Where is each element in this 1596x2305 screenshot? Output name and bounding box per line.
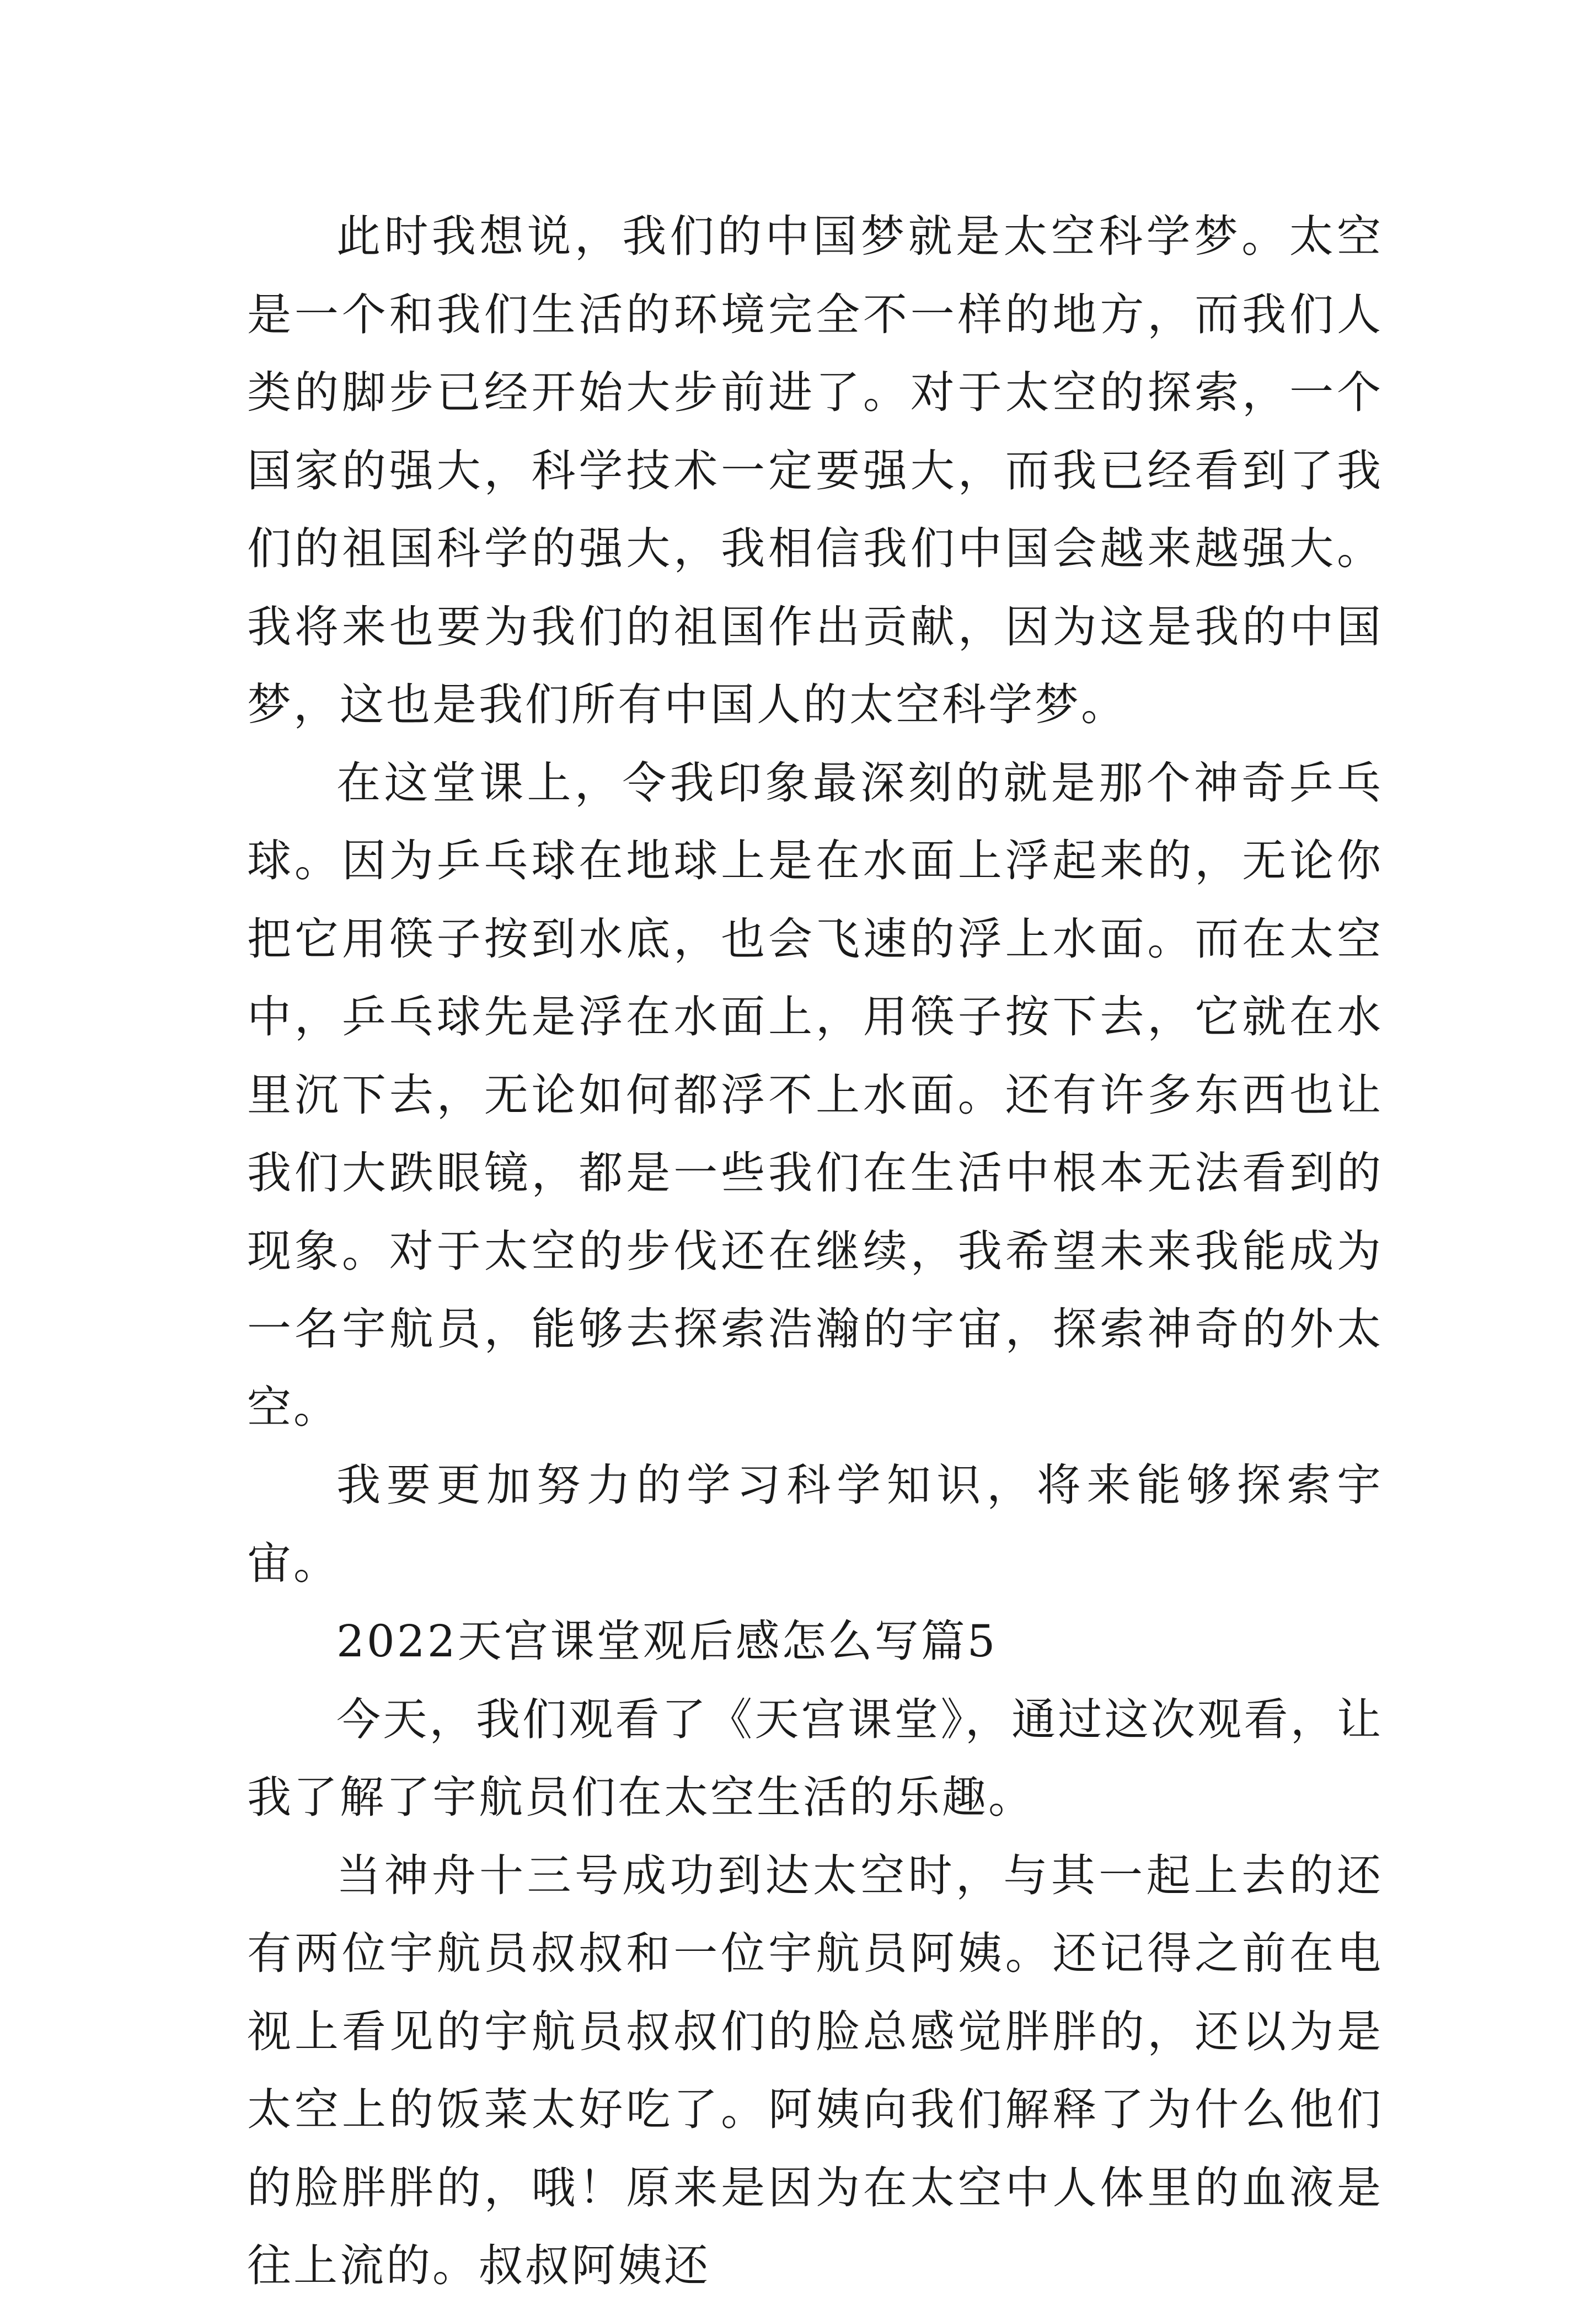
paragraph: 今天，我们观看了《天宫课堂》，通过这次观看，让我了解了宇航员们在太空生活的乐趣。 (247, 1693, 1383, 1823)
paragraph: 在这堂课上，令我印象最深刻的就是那个神奇乒乓球。因为乒乓球在地球上是在水面上浮起来的，无论你把它用筷子按到水底，也会飞速的浮上水面。而在太空中，乒乓球先是浮在水面上，用筷子按下去，它就在水里沉下去，无论如何都浮不上水面。还有许多东西也让我们大跌眼镜，都是一些我们在生活中根本无法看到的现象。对于太空的步伐还在继续，我希望未来我能成为一名宇航员，能够去探索浩瀚的宇宙，探索神奇的外太空。 (247, 757, 1383, 1433)
document-body (247, 197, 1383, 2305)
section-heading: 2022天宫课堂观后感怎么写篇5 (336, 1616, 998, 1667)
paragraph: 当神舟十三号成功到达太空时，与其一起上去的还有两位宇航员叔叔和一位宇航员阿姨。还记得之前在电视上看见的宇航员叔叔们的脸总感觉胖胖的，还以为是太空上的饭菜太好吃了。阿姨向我们解释了为什么他们的脸胖胖的，哦！原来是因为在太空中人体里的血液是往上流的。叔叔阿姨还 (247, 1849, 1383, 2291)
paragraph: 此时我想说，我们的中国梦就是太空科学梦。太空是一个和我们生活的环境完全不一样的地方，而我们人类的脚步已经开始大步前进了。对于太空的探索，一个国家的强大，科学技术一定要强大，而我已经看到了我们的祖国科学的强大，我相信我们中国会越来越强大。我将来也要为我们的祖国作出贡献，因为这是我的中国梦，这也是我们所有中国人的太空科学梦。 (247, 211, 1383, 730)
paragraph: 我要更加努力的学习科学知识，将来能够探索宇宙。 (247, 1459, 1383, 1589)
